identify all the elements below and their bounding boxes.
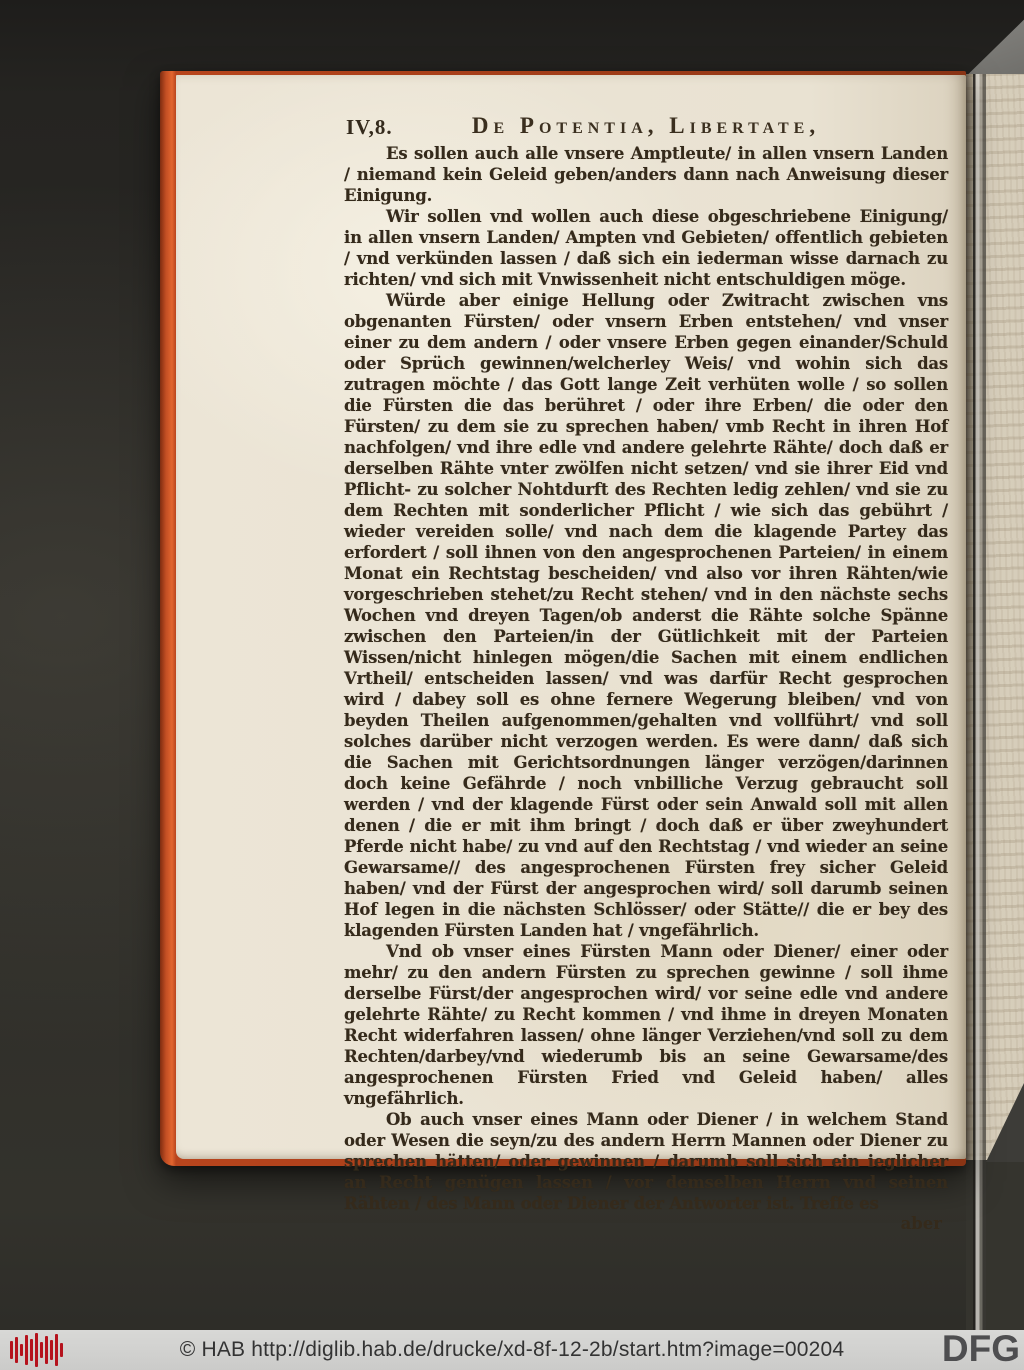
paragraph: Wir sollen vnd wollen auch diese obgeschriebene Einigung/ in allen vnsern Landen/ Ampten vnd Gebieten/ offentlich gebieten / vnd verkünden lassen / daß sich ein iederman wisse darnach zu richten/ vnd sich mit Vnwissenheit nicht entschuldigen möge. [344, 207, 948, 289]
page-header [344, 109, 948, 143]
table-corner [956, 0, 1024, 82]
paragraph: Vnd ob vnser eines Fürsten Mann oder Diener/ einer oder mehr/ zu den andern Fürsten zu sprechen gewinne / soll ihme derselbe Fürst/der angesprochen wird/ vor seine edle vnd andere gelehrte Rähte/ zu Recht kommen / vnd ihme in dreyen Monaten Recht widerfahren lassen/ ohne länger Verziehen/vnd soll zu dem Rechten/darbey/vnd wiederumb bis an seine Gewarsame/des angesprochenen Fürsten Fried vnd Geleid haben/ alles vngefährlich. [344, 942, 948, 1108]
running-title: De Potentia, Libertate, [471, 113, 821, 138]
copyright-link[interactable]: © HAB http://diglib.hab.de/drucke/xd-8f-12-2b/start.htm?image=00204 [179, 1338, 845, 1361]
page-paper [176, 75, 966, 1233]
paragraph: Ob auch vnser eines Mann oder Diener / in welchem Stand oder Wesen die seyn/zu des andern Herrn Mannen oder Diener zu sprechen hätten/ oder gewinnen / darumb soll sich ein ieglicher an Recht genügen lassen / vor demselben Herrn vnd seinen Rähten / des Mann oder Diener der Antworter ist. Treffe es [344, 1110, 948, 1213]
catchword: aber [900, 1214, 942, 1233]
printed-area [344, 109, 948, 1233]
book-cradle-glass-edge [973, 74, 986, 1330]
paragraph: Es sollen auch alle vnsere Amptleute/ in allen vnsern Landen / niemand kein Geleid geben/anders dann nach Anweisung dieser Einigung. [344, 144, 948, 205]
book-leaf [160, 71, 966, 1233]
page-signature: IV,8. [346, 115, 393, 139]
body-text [344, 143, 948, 1214]
dfg-logo: DFG [941, 1328, 1020, 1369]
paragraph: Würde aber einige Hellung oder Zwitracht zwischen vns obgenanten Fürsten/ oder vnsern Erben entstehen/ vnd vnser einer zu dem andern / oder vnsere Erben gegen einander/Schuld oder Sprüch gewinnen/welcherley Weis/ vnd wohin sich das zutragen möchte / das Gott lange Zeit verhüten wolle / so sollen die Fürsten die das berühret / oder ihre Erben/ die oder den Fürsten/ zu dem sie zu sprechen haben/ vmb Recht in ihren Hof nachfolgen/ vnd ihre edle vnd andere gelehrte Rähte/ doch daß er derselben Rähte vnter zwölfen nicht setzen/ vnd sie ihrer Eid vnd Pflicht- zu solcher Nohtdurft des Rechten ledig zehlen/ vnd sie zu dem Rechten mit sonderlicher Pflicht / wie sich das gebührt / wieder vereiden solle/ vnd nach dem die klagende Partey das erfordert / soll ihnen von den angesprochenen Parteien/ in einem Monat ein Rechtstag bescheiden/ vnd also vor ihren Rähten/wie vorgeschrieben stehet/zu Recht stehen/ vnd in den nächste sechs Wochen vnd dreyen Tagen/ob anderst die Rähte solche Spänne zwischen den Parteien/in der Gütlichkeit mit der Parteien Wissen/nicht hinlegen mögen/die Sachen mit einem endlichen Vrtheil/ entscheiden lassen/ vnd was darfür Recht gesprochen wird / dabey soll es ohne fernere Wegerung bleiben/ vnd von beyden Theilen aufgenommen/gehalten vnd vollführt/ vnd soll solches darüber nicht verzogen werden. Es were dann/ daß sich die Sachen mit Gerichtsordnungen länger verzögen/darinnen doch keine Gefährde / noch vnbilliche Verzug gebraucht soll werden / vnd der klagende Fürst oder sein Anwald soll mit allen denen / die er mit ihm bringt / doch daß er über zweyhundert Pferde nicht habe/ zu vnd auf den Rechtstag / vnd wieder an seine Gewarsame// des angesprochenen Fürsten frey sicher Geleid haben/ vnd der Fürst der angesprochen wird/ soll darumb seinen Hof legen in die nächsten Schlösser/ oder Stätte// die er bey des klagenden Fürsten Landen hat / vngefährlich. [344, 291, 948, 940]
footer-bar [0, 1330, 1024, 1370]
